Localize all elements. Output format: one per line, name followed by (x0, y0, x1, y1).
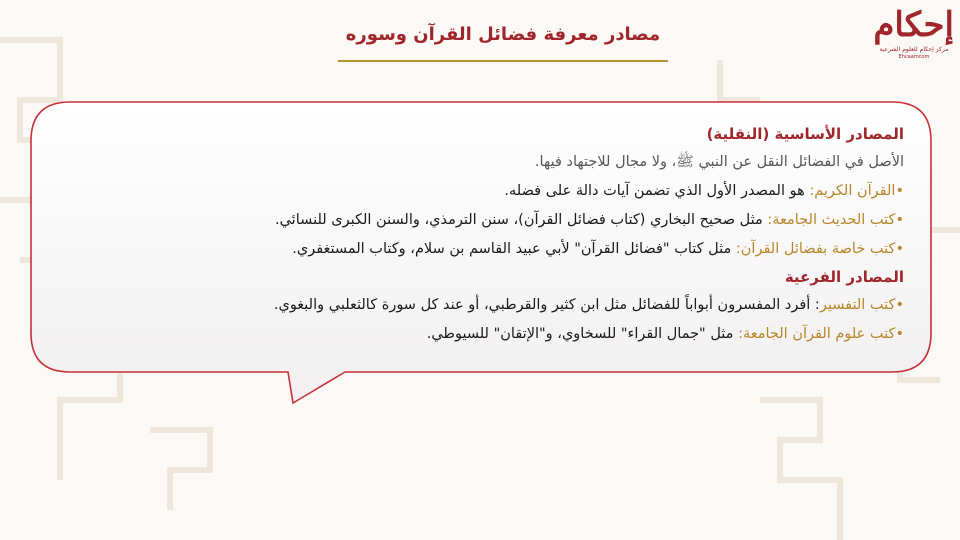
list-item (74, 320, 904, 349)
list-item (74, 177, 904, 206)
bullet: • (895, 183, 904, 199)
title-underline (338, 60, 668, 62)
page-title-wrap (338, 22, 668, 48)
item-term: القرآن الكريم: (809, 183, 896, 199)
logo-subtitle: مركز إحكام للعلوم الشرعية (879, 46, 949, 53)
bullet: • (895, 241, 904, 257)
logo-subtitle-latin: Ehcaamcom (898, 54, 930, 60)
intro-text: الأصل في الفضائل النقل عن النبي ﷺ، ولا مجال للاجتهاد فيها. (534, 154, 904, 170)
bullet: • (895, 326, 904, 342)
secondary-sources-heading: المصادر الفرعية (784, 268, 904, 286)
item-text: هو المصدر الأول الذي تضمن آيات دالة على فضله. (504, 183, 810, 199)
page-title: مصادر معرفة فضائل القرآن وسوره (345, 24, 661, 45)
logo (874, 4, 954, 70)
logo-wordmark: إحكام (873, 5, 954, 45)
primary-sources-heading: المصادر الأساسية (النقلية) (706, 125, 904, 143)
item-term: كتب التفسير (819, 297, 896, 313)
item-term: كتب الحديث الجامعة: (767, 212, 896, 228)
list-item (74, 206, 904, 235)
item-text: مثل صحيح البخاري (كتاب فضائل القرآن)، سنن الترمذي، والسنن الكبرى للنسائي. (274, 212, 768, 228)
item-text: مثل كتاب "فضائل القرآن" لأبي عبيد القاسم بن سلام، وكتاب المستغفري. (292, 241, 736, 257)
item-term: كتب خاصة بفضائل القرآن: (735, 241, 896, 257)
list-item (74, 291, 904, 320)
list-item (74, 235, 904, 264)
item-text: مثل "جمال القراء" للسخاوي، و"الإتقان" للسيوطي. (426, 326, 739, 342)
item-term: كتب علوم القرآن الجامعة: (738, 326, 896, 342)
content-body (74, 121, 904, 349)
item-text: : أفرد المفسرون أبواباً للفضائل مثل ابن كثير والقرطبي، أو عند كل سورة كالثعلبي والبغوي. (273, 297, 820, 313)
bullet: • (895, 212, 904, 228)
bullet: • (895, 297, 904, 313)
